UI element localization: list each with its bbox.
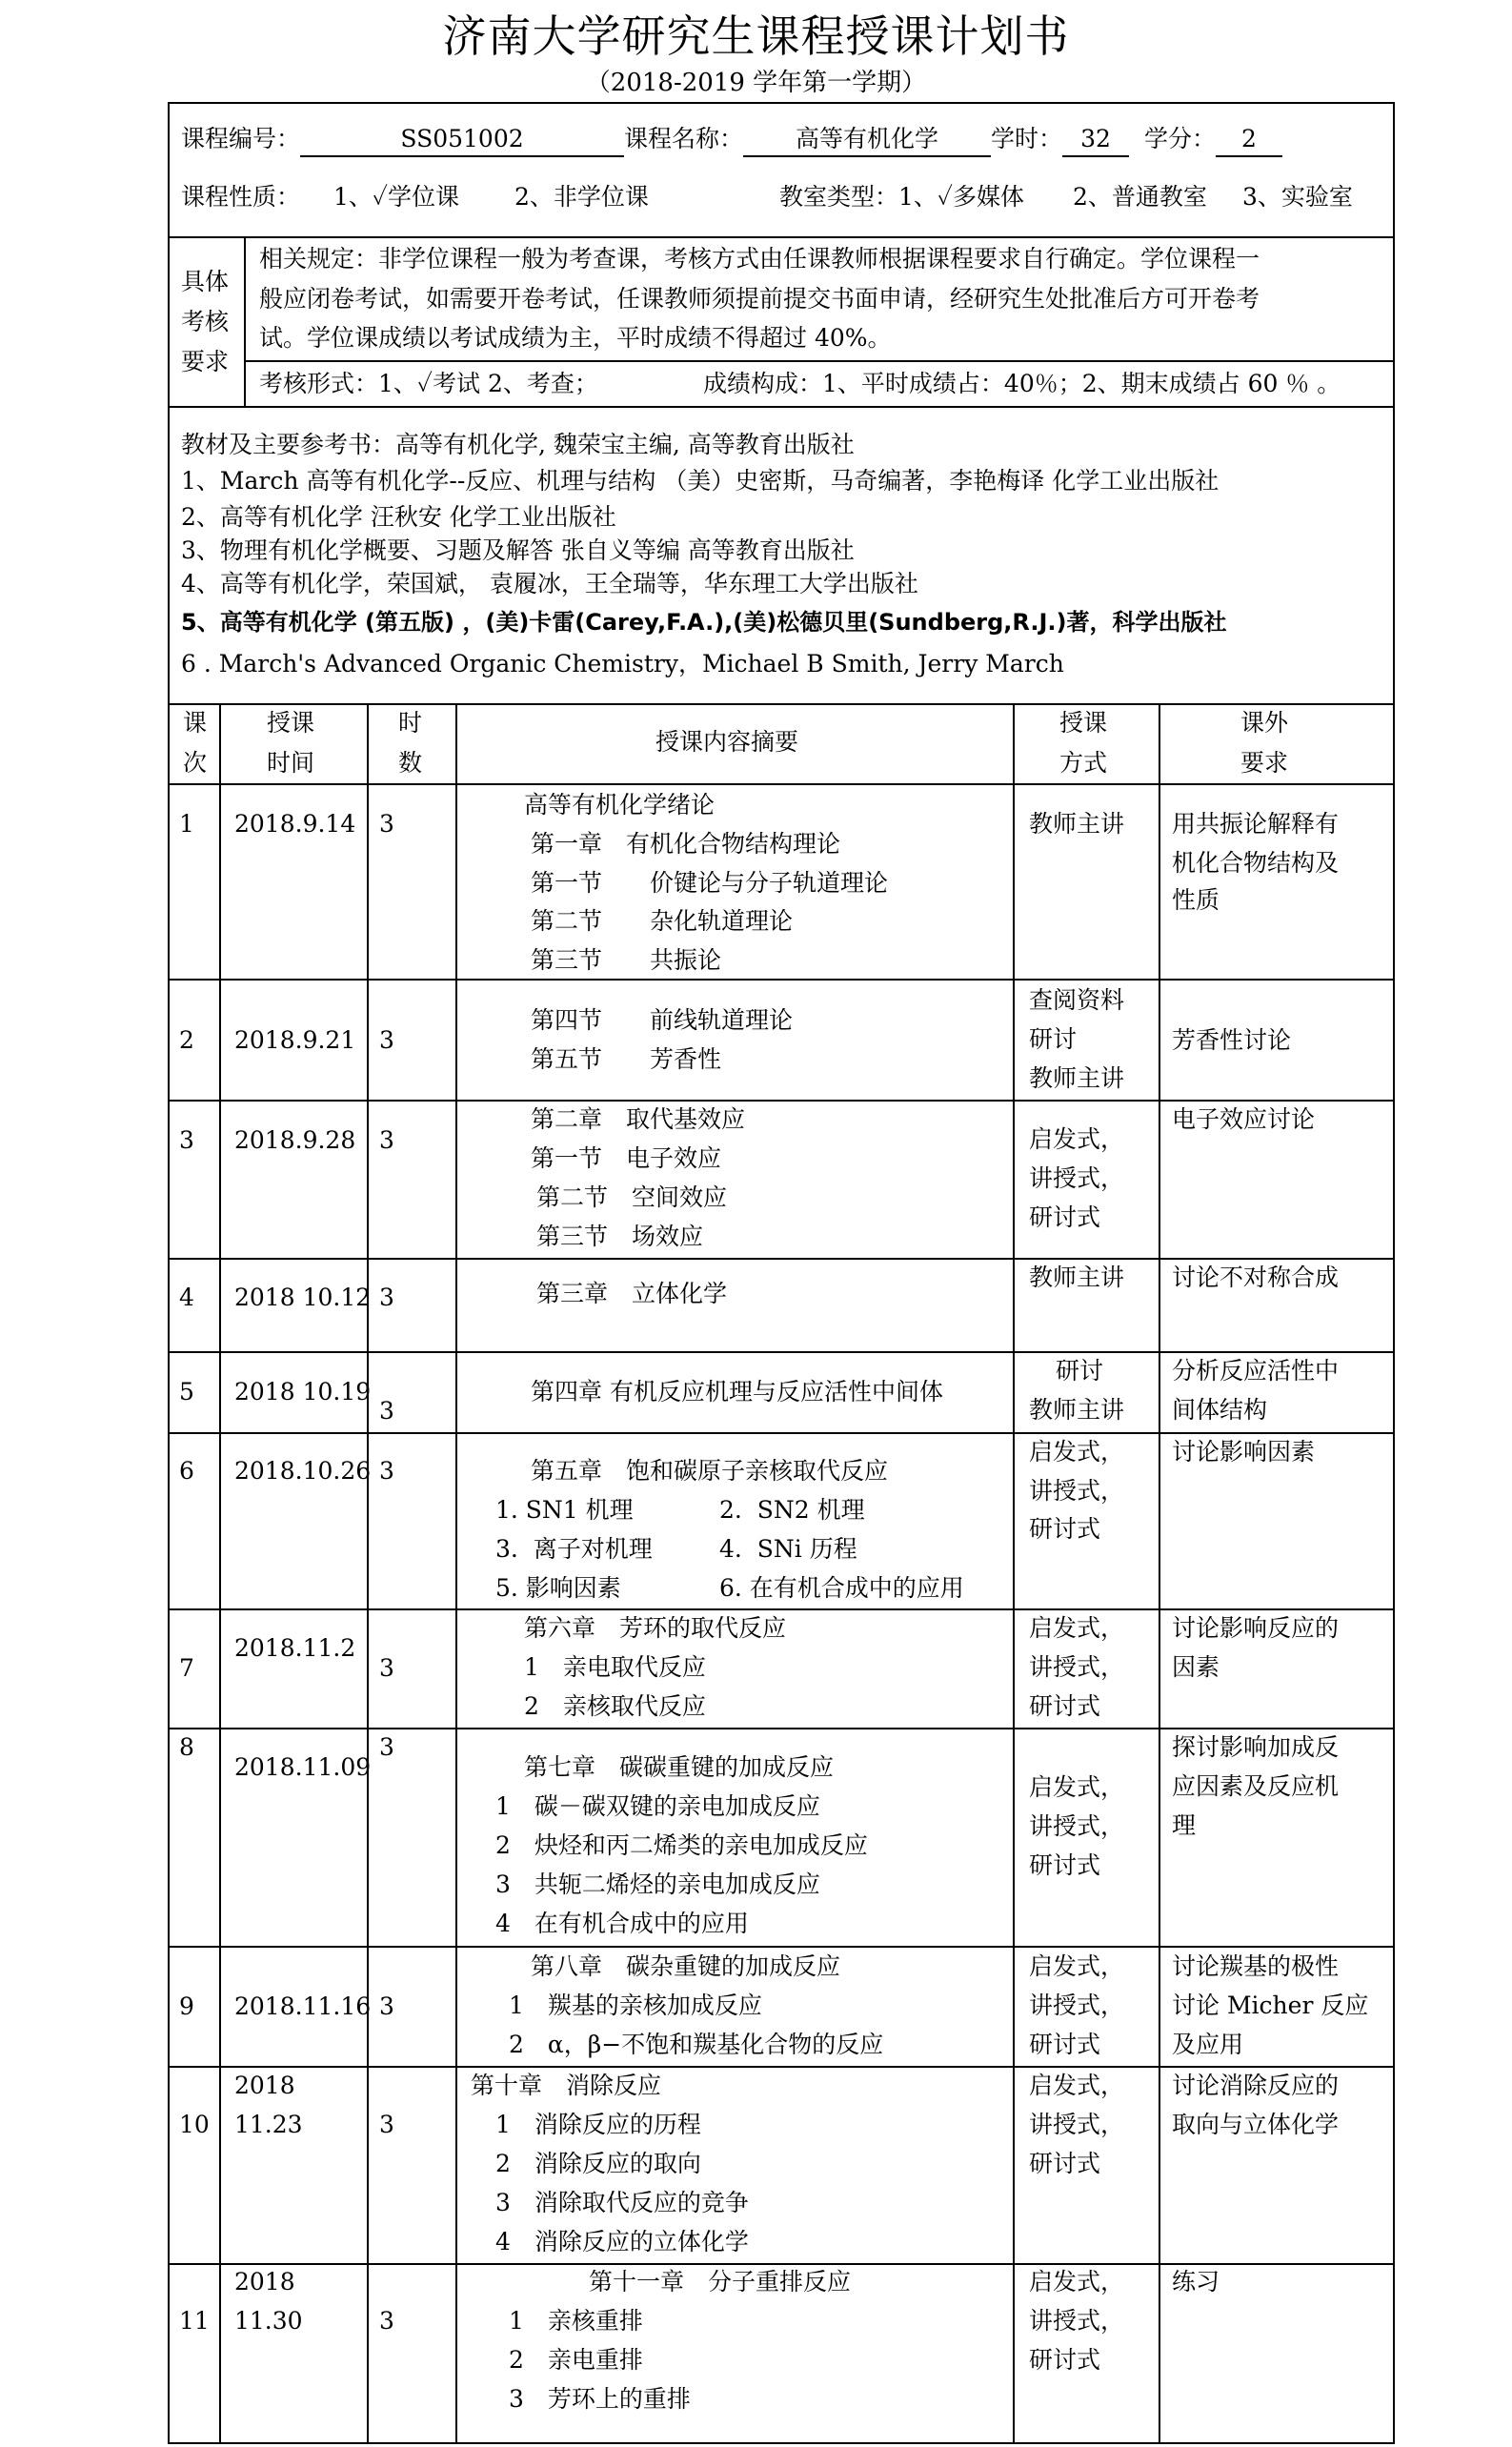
row-8-req-2: 理	[1172, 1811, 1197, 1839]
row-6-content-4: 4. SNi 历程	[719, 1535, 857, 1563]
row-8-content-2: 2 炔烃和丙二烯类的亲电加成反应	[495, 1831, 868, 1859]
course-code-value: SS051002	[300, 123, 624, 157]
course-credit-value: 2	[1216, 123, 1282, 157]
book-line-2: 2、高等有机化学 汪秋安 化学工业出版社	[181, 503, 616, 531]
course-nature-option-2: 2、非学位课	[514, 183, 649, 211]
row-6-content-0: 第五章 饱和碳原子亲核取代反应	[531, 1457, 889, 1485]
col-divider-date	[367, 703, 369, 2444]
row-6-content-2: 2. SN2 机理	[719, 1496, 865, 1524]
row-7-no: 7	[179, 1654, 194, 1682]
row-8-content-0: 第七章 碳碳重键的加成反应	[524, 1753, 835, 1781]
book-line-5: 5、高等有机化学 (第五版) ，(美)卡雷(Carey,F.A.),(美)松德贝里(Sundberg,R.J.)著，科学出版社	[181, 609, 1227, 636]
row-8-date: 2018.11.09	[234, 1753, 372, 1781]
book-line-6: 6 . March's Advanced Organic Chemistry，Michael B Smith, Jerry March	[181, 650, 1064, 677]
header-date-1: 授课	[267, 709, 315, 737]
row-5-method-0: 研讨	[1056, 1357, 1104, 1385]
exam-form-divider	[244, 360, 1395, 362]
row-7-req-1: 因素	[1172, 1653, 1220, 1681]
semester-subtitle: （2018-2019 学年第一学期）	[585, 69, 927, 97]
row-6-content-6: 6. 在有机合成中的应用	[719, 1574, 964, 1602]
row-9-req-2: 及应用	[1172, 2031, 1244, 2058]
row-8-method-0: 启发式，	[1029, 1773, 1125, 1801]
row-9-date: 2018.11.16	[234, 1992, 372, 2020]
row-7-content-1: 1 亲电取代反应	[524, 1653, 706, 1681]
row-11-no: 11	[179, 2307, 210, 2335]
row-11-req-0: 练习	[1172, 2268, 1220, 2295]
row-3-hours: 3	[379, 1126, 394, 1154]
row-10-content-1: 1 消除反应的历程	[495, 2111, 701, 2138]
row-11-date-0: 2018	[234, 2268, 295, 2295]
row-9-req-0: 讨论羰基的极性	[1172, 1952, 1340, 1980]
exam-form: 考核形式：1、✓考试 2、考查；	[259, 370, 598, 397]
row-9-hours: 3	[379, 1992, 394, 2020]
col-divider-method	[1159, 703, 1160, 2444]
row-6-content-1: 1. SN1 机理	[495, 1496, 634, 1524]
row-4-date: 2018 10.12	[234, 1284, 372, 1311]
book-line-1: 1、March 高等有机化学--反应、机理与结构 （美）史密斯，马奇编著，李艳梅译 化学工业出版社	[181, 467, 1220, 495]
col-divider-content	[1013, 703, 1015, 2444]
course-name-value: 高等有机化学	[743, 123, 991, 157]
row-7-method-2: 研讨式	[1029, 1692, 1101, 1720]
row-10-content-2: 2 消除反应的取向	[495, 2150, 701, 2177]
row-4-method-0: 教师主讲	[1029, 1264, 1125, 1291]
header-req-1: 课外	[1240, 709, 1289, 737]
header-content: 授课内容摘要	[655, 728, 799, 756]
row-5-date: 2018 10.19	[234, 1378, 372, 1406]
row-10-date-1: 11.23	[234, 2111, 303, 2138]
header-hours-1: 时	[398, 709, 423, 737]
row-9-content-2: 2 α，β−不饱和羰基化合物的反应	[509, 2031, 884, 2058]
row-8-content-4: 4 在有机合成中的应用	[495, 1910, 749, 1937]
row-2-method-2: 教师主讲	[1029, 1064, 1125, 1092]
row-9-content-0: 第八章 碳杂重键的加成反应	[531, 1952, 841, 1980]
row-9-no: 9	[179, 1992, 194, 2020]
row-11-date-1: 11.30	[234, 2307, 303, 2335]
book-line-3: 3、物理有机化学概要、习题及解答 张自义等编 高等教育出版社	[181, 536, 855, 564]
row-3-req-0: 电子效应讨论	[1172, 1105, 1316, 1133]
row-11-content-2: 2 亲电重排	[509, 2346, 643, 2374]
row-1-hours: 3	[379, 810, 394, 838]
row-2-method-1: 研讨	[1029, 1025, 1078, 1053]
row-1-content-1: 第一章 有机化合物结构理论	[531, 830, 841, 858]
course-nature-option-1: 1、✓学位课	[333, 183, 460, 211]
row-separator	[168, 979, 1395, 981]
row-6-method-2: 研讨式	[1029, 1515, 1101, 1543]
row-5-method-1: 教师主讲	[1029, 1396, 1125, 1424]
row-9-content-1: 1 羰基的亲核加成反应	[509, 1992, 762, 2019]
row-7-method-1: 讲授式，	[1029, 1653, 1125, 1681]
header-req-2: 要求	[1240, 749, 1289, 777]
exam-side-label-1: 具体	[181, 268, 230, 295]
course-name-label: 课程名称：	[624, 125, 744, 152]
separator-books	[168, 703, 1395, 705]
row-8-method-2: 研讨式	[1029, 1851, 1101, 1879]
row-10-method-1: 讲授式，	[1029, 2111, 1125, 2138]
row-8-no: 8	[179, 1733, 194, 1761]
row-6-content-5: 5. 影响因素	[495, 1574, 621, 1602]
exam-rules-line-1: 相关规定：非学位课程一般为考查课，考核方式由任课教师根据课程要求自行确定。学位课程一	[259, 245, 1260, 273]
row-4-hours: 3	[379, 1284, 394, 1311]
row-10-method-0: 启发式，	[1029, 2072, 1125, 2099]
row-2-content-1: 第五节 芳香性	[531, 1045, 722, 1073]
row-8-req-0: 探讨影响加成反	[1172, 1733, 1340, 1761]
header-method-2: 方式	[1059, 749, 1108, 777]
row-7-content-0: 第六章 芳环的取代反应	[524, 1614, 787, 1642]
document-title: 济南大学研究生课程授课计划书	[442, 10, 1070, 62]
row-8-content-1: 1 碳－碳双键的亲电加成反应	[495, 1792, 820, 1820]
row-5-req-0: 分析反应活性中	[1172, 1357, 1340, 1385]
exam-rules-line-2: 般应闭卷考试，如需要开卷考试，任课教师须提前提交书面申请，经研究生处批准后方可开卷考	[259, 285, 1260, 313]
row-2-method-0: 查阅资料	[1029, 986, 1125, 1014]
room-type-option-1: 教室类型：1、✓多媒体	[779, 183, 1025, 211]
row-1-content-0: 高等有机化学绪论	[524, 791, 716, 819]
row-2-hours: 3	[379, 1026, 394, 1054]
row-9-method-2: 研讨式	[1029, 2031, 1101, 2058]
row-11-method-1: 讲授式，	[1029, 2307, 1125, 2335]
row-11-method-0: 启发式，	[1029, 2268, 1125, 2295]
exam-side-label-3: 要求	[181, 348, 230, 375]
course-hours-label: 学时：	[991, 125, 1063, 152]
row-11-method-2: 研讨式	[1029, 2346, 1101, 2374]
col-divider-no	[219, 703, 221, 2444]
row-7-method-0: 启发式，	[1029, 1614, 1125, 1642]
row-4-content-0: 第三章 立体化学	[536, 1280, 728, 1307]
row-6-method-1: 讲授式，	[1029, 1477, 1125, 1505]
row-3-method-2: 研讨式	[1029, 1203, 1101, 1231]
header-no-1: 课	[183, 709, 208, 737]
row-11-hours: 3	[379, 2307, 394, 2335]
header-hours-2: 数	[398, 749, 423, 777]
row-11-content-3: 3 芳环上的重排	[509, 2385, 691, 2413]
row-7-date: 2018.11.2	[234, 1634, 356, 1662]
row-5-req-1: 间体结构	[1172, 1396, 1268, 1424]
row-3-date: 2018.9.28	[234, 1126, 356, 1154]
course-code-label: 课程编号：	[181, 125, 301, 152]
row-11-content-1: 1 亲核重排	[509, 2307, 643, 2335]
row-1-req-0: 用共振论解释有	[1172, 810, 1340, 838]
row-10-date-0: 2018	[234, 2072, 295, 2099]
separator-exam	[168, 406, 1395, 408]
row-2-date: 2018.9.21	[234, 1026, 356, 1054]
row-1-no: 1	[179, 810, 194, 838]
row-9-method-1: 讲授式，	[1029, 1992, 1125, 2019]
col-divider-hours	[455, 703, 457, 2444]
exam-rules-line-3: 试。学位课成绩以考试成绩为主，平时成绩不得超过 40%。	[259, 324, 892, 352]
row-10-method-2: 研讨式	[1029, 2150, 1101, 2177]
row-1-content-4: 第三节 共振论	[531, 946, 722, 974]
row-10-req-1: 取向与立体化学	[1172, 2111, 1340, 2138]
row-8-content-3: 3 共轭二烯烃的亲电加成反应	[495, 1871, 820, 1898]
header-no-2: 次	[183, 749, 208, 777]
room-type-option-3: 3、实验室	[1242, 183, 1353, 211]
score-composition: 成绩构成：1、平时成绩占：40％；2、期末成绩占 60 ％ 。	[703, 370, 1341, 397]
row-6-hours: 3	[379, 1457, 394, 1485]
row-1-method-0: 教师主讲	[1029, 810, 1125, 838]
row-1-date: 2018.9.14	[234, 810, 356, 838]
row-5-no: 5	[179, 1378, 194, 1406]
row-3-content-2: 第二节 空间效应	[536, 1183, 728, 1211]
row-2-no: 2	[179, 1026, 194, 1054]
row-1-req-2: 性质	[1172, 886, 1220, 914]
row-7-content-2: 2 亲核取代反应	[524, 1692, 706, 1720]
row-8-req-1: 应因素及反应机	[1172, 1772, 1340, 1800]
row-5-hours: 3	[379, 1397, 394, 1425]
book-line-4: 4、高等有机化学，荣国斌， 袁履冰，王全瑞等，华东理工大学出版社	[181, 570, 918, 597]
row-6-date: 2018.10.26	[234, 1457, 372, 1485]
row-1-req-1: 机化合物结构及	[1172, 849, 1340, 877]
row-10-content-0: 第十章 消除反应	[471, 2072, 662, 2099]
row-8-method-1: 讲授式，	[1029, 1812, 1125, 1840]
course-hours-value: 32	[1062, 123, 1129, 157]
row-9-req-1: 讨论 Micher 反应	[1172, 1992, 1369, 2019]
row-3-no: 3	[179, 1126, 194, 1154]
row-10-content-4: 4 消除反应的立体化学	[495, 2228, 749, 2255]
row-1-content-3: 第二节 杂化轨道理论	[531, 907, 794, 935]
row-7-req-0: 讨论影响反应的	[1172, 1614, 1340, 1642]
header-date-2: 时间	[267, 749, 315, 777]
row-6-req-0: 讨论影响因素	[1172, 1438, 1316, 1466]
row-3-method-0: 启发式，	[1029, 1125, 1125, 1153]
course-info-line-1	[181, 119, 1282, 159]
row-11-content-0: 第十一章 分子重排反应	[589, 2268, 852, 2295]
row-2-req-0: 芳香性讨论	[1172, 1026, 1292, 1054]
row-1-content-2: 第一节 价键论与分子轨道理论	[531, 869, 889, 897]
row-4-no: 4	[179, 1284, 194, 1311]
row-7-hours: 3	[379, 1654, 394, 1682]
row-8-hours: 3	[379, 1733, 394, 1761]
row-10-no: 10	[179, 2111, 210, 2138]
row-10-hours: 3	[379, 2111, 394, 2138]
row-4-req-0: 讨论不对称合成	[1172, 1264, 1340, 1291]
separator-header	[168, 783, 1395, 785]
row-2-content-0: 第四节 前线轨道理论	[531, 1006, 794, 1034]
row-3-content-1: 第一节 电子效应	[531, 1144, 722, 1172]
row-9-method-0: 启发式，	[1029, 1952, 1125, 1980]
course-nature-label: 课程性质：	[181, 183, 301, 211]
row-6-no: 6	[179, 1457, 194, 1485]
row-3-content-3: 第三节 场效应	[536, 1223, 704, 1250]
book-line-0: 教材及主要参考书：高等有机化学, 魏荣宝主编, 高等教育出版社	[181, 431, 855, 458]
course-credit-label: 学分：	[1143, 125, 1216, 152]
row-6-content-3: 3. 离子对机理	[495, 1535, 653, 1563]
row-5-content-0: 第四章 有机反应机理与反应活性中间体	[531, 1378, 943, 1406]
exam-side-label-2: 考核	[181, 308, 230, 335]
exam-label-divider	[244, 236, 246, 406]
header-method-1: 授课	[1059, 709, 1108, 737]
row-10-content-3: 3 消除取代反应的竞争	[495, 2189, 749, 2216]
separator-info	[168, 236, 1395, 238]
row-3-content-0: 第二章 取代基效应	[531, 1105, 746, 1133]
row-10-req-0: 讨论消除反应的	[1172, 2072, 1340, 2099]
row-6-method-0: 启发式，	[1029, 1438, 1125, 1466]
room-type-option-2: 2、普通教室	[1073, 183, 1207, 211]
row-3-method-1: 讲授式，	[1029, 1164, 1125, 1192]
